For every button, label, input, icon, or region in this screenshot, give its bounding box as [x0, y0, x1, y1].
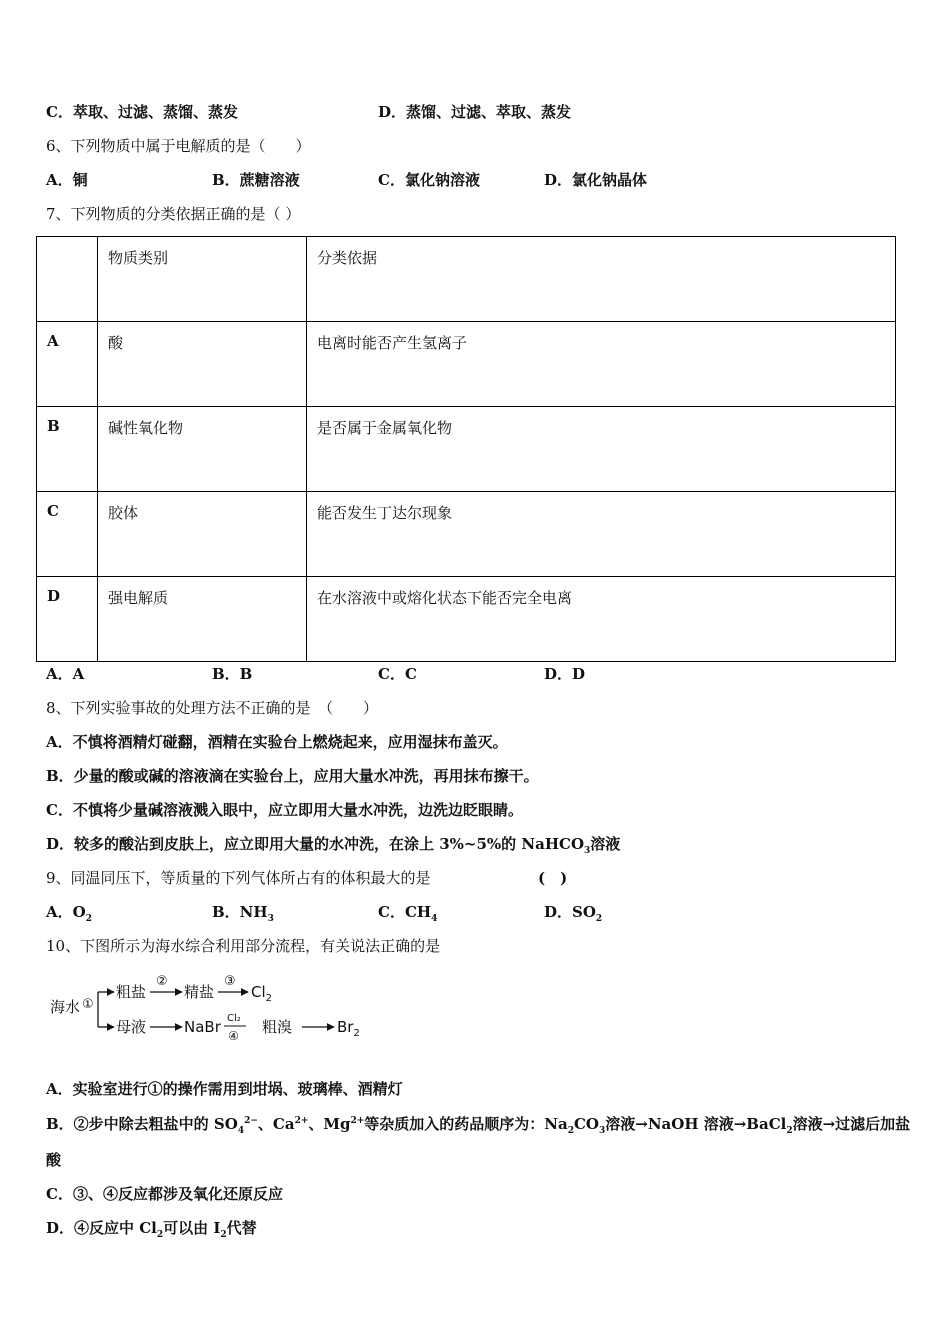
table-cell-category: 碱性氧化物 — [98, 407, 307, 492]
q10-option-a: A．实验室进行①的操作需用到坩埚、玻璃棒、酒精灯 — [46, 1080, 403, 1098]
table-cell-category: 强电解质 — [98, 577, 307, 662]
table-header-cell: 物质类别 — [98, 237, 307, 322]
q7-stem: 7、下列物质的分类依据正确的是（ ） — [46, 205, 301, 223]
q8-stem: 8、下列实验事故的处理方法不正确的是 （ ） — [46, 699, 379, 717]
q10-option-b-continued: 酸 — [46, 1151, 62, 1169]
table-cell-category: 胶体 — [98, 492, 307, 577]
table-cell-basis: 是否属于金属氧化物 — [307, 407, 896, 492]
q7-option-d: D．D — [544, 665, 586, 683]
q7-classification-table — [36, 236, 896, 662]
q10-option-d: D．④反应中 $Cl_2$可以由 $I_2$代替 — [46, 1219, 257, 1240]
table-cell-basis: 在水溶液中或熔化状态下能否完全电离 — [307, 577, 896, 662]
q5-option-c: C．萃取、过滤、蒸馏、蒸发 — [46, 103, 238, 121]
q8-option-a: A．不慎将酒精灯碰翻，酒精在实验台上燃烧起来，应用湿抹布盖灭。 — [46, 733, 508, 751]
table-cell-basis: 电离时能否产生氢离子 — [307, 322, 896, 407]
table-row — [37, 492, 896, 577]
table-row — [37, 577, 896, 662]
diagram-reagent-cl2-label: Cl₂ — [227, 1013, 241, 1024]
q5-option-d: D．蒸馏、过滤、萃取、蒸发 — [378, 103, 572, 121]
diagram-mother-liquor-label: 母液 — [116, 1018, 147, 1036]
table-header-cell: 分类依据 — [307, 237, 896, 322]
q6-option-c: C．氯化钠溶液 — [378, 171, 480, 189]
diagram-crude-bromine-label: 粗溴 — [262, 1018, 293, 1036]
seawater-process-flow-diagram — [50, 974, 370, 1055]
table-cell-key: C — [37, 492, 98, 577]
q6-option-b: B．蔗糖溶液 — [212, 171, 300, 189]
q10-stem: 10、下图所示为海水综合利用部分流程，有关说法正确的是 — [46, 937, 441, 955]
diagram-step-3-label: ③ — [224, 974, 236, 989]
q7-option-b: B．B — [212, 665, 253, 683]
q6-option-d: D．氯化钠晶体 — [544, 171, 648, 189]
table-cell-basis: 能否发生丁达尔现象 — [307, 492, 896, 577]
table-row — [37, 407, 896, 492]
table-header-row — [37, 237, 896, 322]
diagram-cl2-product-label: $Cl_2$ — [251, 983, 273, 1004]
q9-option-d: D．$SO_2$ — [544, 903, 603, 924]
diagram-refined-salt-label: 精盐 — [184, 983, 215, 1001]
q9-answer-paren: ( ) — [538, 869, 568, 887]
diagram-crude-salt-label: 粗盐 — [116, 983, 147, 1001]
q10-option-c: C．③、④反应都涉及氧化还原反应 — [46, 1185, 283, 1203]
diagram-nabr-label: NaBr — [184, 1018, 221, 1036]
diagram-seawater-label: 海水 — [50, 998, 81, 1016]
q8-option-d: D．较多的酸沾到皮肤上，应立即用大量的水冲洗，在涂上 3%~5%的 NaHCO$_3$溶液 — [46, 835, 621, 856]
q7-option-c: C．C — [378, 665, 417, 683]
table-cell-category: 酸 — [98, 322, 307, 407]
q10-option-b: B．②步中除去粗盐中的 $SO_4^{2-}$、$Ca^{2+}$、$Mg^{2+}$等杂质加入的药品顺序为：$Na_2CO_3$溶液→NaOH 溶液→BaCl$_2$溶液→过滤后加盐 — [46, 1115, 911, 1136]
table-cell-key: A — [37, 322, 98, 407]
q6-stem: 6、下列物质中属于电解质的是（ ） — [46, 137, 311, 155]
diagram-step-4-label: ④ — [228, 1029, 239, 1043]
table-header-cell — [37, 237, 98, 322]
q8-option-b: B．少量的酸或碱的溶液滴在实验台上，应用大量水冲洗，再用抹布擦干。 — [46, 767, 539, 785]
diagram-br2-product-label: $Br_2$ — [337, 1018, 360, 1039]
q9-option-a: A．$O_2$ — [46, 903, 92, 924]
q8-option-c: C．不慎将少量碱溶液溅入眼中，应立即用大量水冲洗，边洗边眨眼睛。 — [46, 801, 523, 819]
diagram-step-1-label: ① — [82, 997, 94, 1012]
q9-option-c: C．$CH_4$ — [378, 903, 438, 924]
q7-option-a: A．A — [46, 665, 85, 683]
q9-option-b: B．$NH_3$ — [212, 903, 274, 924]
table-cell-key: D — [37, 577, 98, 662]
table-row — [37, 322, 896, 407]
q9-stem: 9、同温同压下，等质量的下列气体所占有的体积最大的是 — [46, 869, 431, 887]
diagram-step-2-label: ② — [156, 974, 168, 989]
table-cell-key: B — [37, 407, 98, 492]
q6-option-a: A．铜 — [46, 171, 88, 189]
